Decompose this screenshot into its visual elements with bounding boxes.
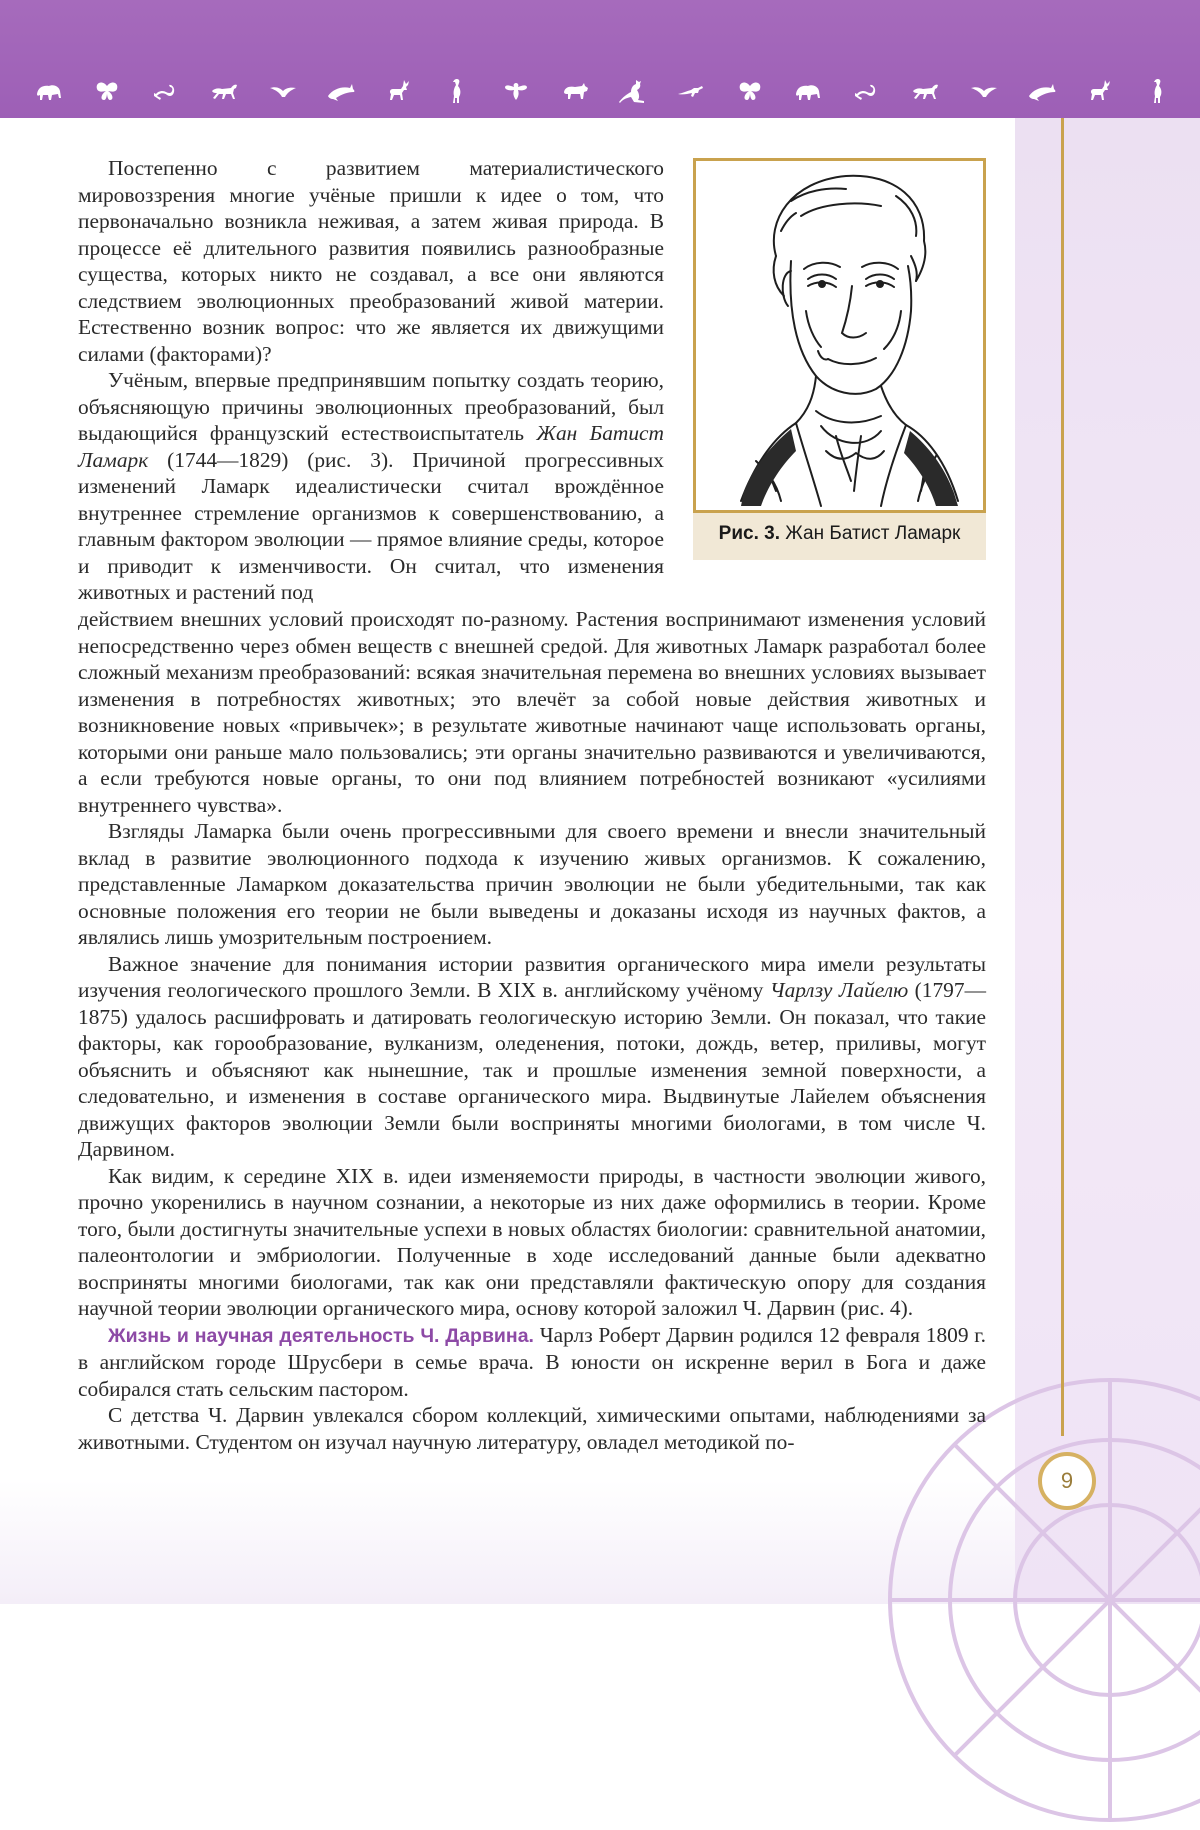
deer-icon [384, 76, 414, 106]
paragraph-2 [78, 367, 664, 606]
bison-icon [793, 76, 823, 106]
paragraph-1: Постепенно с развитием материалистического мировоззрения многие учёные пришли к идее о том, что первоначально возникла неживая, а затем живая природа. В процессе её длительного развития появились разнообразные существа, которых никто не создавал, а все они являются следствием эволюционных преобразований живой материи. Естественно возник вопрос: что же является их движущими силами (факторами)? [78, 156, 664, 366]
paragraph-2-start: Учёным, впервые предпринявшим попытку создать теорию, объясняющую причины эволюционных преобразований, был выдающийся французский естествоиспытатель [78, 368, 664, 445]
bird-standing-icon [443, 76, 473, 106]
bull-icon [560, 76, 590, 106]
figure-title: Жан Батист Ламарк [785, 523, 961, 544]
insect-icon [501, 76, 531, 106]
lizard-icon [676, 76, 706, 106]
paragraph-2-continued: действием внешних условий происходят по-разному. Растения воспринимают изменения условий непосредственно через обмен веществ с внешней средой. Для животных Ламарк разработал более сложный механизм преобразований: всякая значительная перемена во внешних условиях вызывает изменения в потребностях животных; это влечёт за собой новые действия животных и возникновение новых «привычек»; в результате животные начинают чаще использовать органы, которыми они раньше мало пользовались; эти органы значительно развиваются и увеличиваются, а если требуются новые органы, то они под влиянием потребностей возникают «усилиями внутреннего чувства». [78, 607, 986, 817]
lyell-name: Чарлзу Лайелю [769, 978, 909, 1002]
scorpion-icon [852, 76, 882, 106]
paragraph-5: Как видим, к середине XIX в. идеи изменяемости природы, в частности эволюции живого, прочно укоренились в научном сознании, а некоторые из них даже оформились в теории. Кроме того, были достигнуты значительные успехи в новых областях биологии: сравнительной анатомии, палеонтологии и эмбриологии. Полученные в ходе исследований данные были адекватно восприняты многими биологами, так как они представляли фактическую опору для создания научной теории эволюции органического мира, основу которой заложил Ч. Дарвин (рис. 4). [78, 1163, 986, 1320]
bird-icon [268, 76, 298, 106]
animal-silhouette-row [30, 74, 1178, 108]
paragraph-2-rest: (1744—1829) (рис. 3). Причиной прогрессивных изменений Ламарк идеалистически считал врождённое внутреннее стремление организмов к совершенствованию, а главным фактором эволюции — прямое влияние среды, которое и приводит к изменчивости. Он считал, что изменения животных и растений под [78, 447, 664, 604]
horse-icon [910, 76, 940, 106]
paragraph-6-rest: Чарлз Роберт Дарвин родился 12 февраля 1809 г. в английском городе Шрусбери в семье врача. В юности он искренне верил в Бога и даже собирался стать сельским пастором. [78, 1322, 986, 1401]
paragraph-4 [78, 951, 986, 1163]
page-number: 9 [1038, 1452, 1096, 1510]
bird-icon [969, 76, 999, 106]
paragraph-4-start: Важное значение для понимания истории развития органического мира имели результаты изучения геологического прошлого Земли. В XIX в. английскому учёному [78, 951, 986, 1002]
margin-gold-line [1061, 118, 1064, 1436]
figure-caption [693, 523, 986, 545]
figure-portrait [693, 158, 986, 560]
text-column-narrow [78, 155, 664, 606]
paragraph-7: С детства Ч. Дарвин увлекался сбором коллекций, химическими опытами, наблюдениями за животными. Студентом он изучал научную литературу, овладел методикой по- [78, 1403, 986, 1454]
dolphin-icon [1027, 76, 1057, 106]
paragraph-3: Взгляды Ламарка были очень прогрессивными для своего времени и внесли значительный вклад в развитие эволюционного подхода к изучению живых организмов. К сожалению, представленные Ламарком доказательства причин эволюции не были убедительными, так как основные положения его теории не были выведены и доказаны исходя из научных фактов, а являлись лишь умозрительным построением. [78, 819, 986, 949]
butterfly-icon [92, 76, 122, 106]
text-column-wide [78, 606, 986, 1455]
deer-icon [1085, 76, 1115, 106]
bottom-gradient [0, 1480, 1015, 1604]
portrait-frame [693, 158, 986, 513]
dolphin-icon [326, 76, 356, 106]
paragraph-4-rest: (1797—1875) удалось расшифровать и датировать геологическую историю Земли. Он показал, что такие факторы, как горообразование, вулканизм, оледенения, потоки, дождь, ветер, приливы, могут объяснить и объясняют как нынешние, так и прошлые изменения земной поверхности, а следовательно, и изменения в составе органического мира. Выдвинутые Лайелем объяснения движущих факторов эволюции Земли были восприняты многими биологами, в том числе Ч. Дарвином. [78, 978, 986, 1161]
horse-icon [209, 76, 239, 106]
lamarck-name: Жан Батист Ламарк [78, 421, 664, 472]
figure-label: Рис. 3. [718, 523, 780, 544]
bison-icon [34, 76, 64, 106]
scorpion-icon [151, 76, 181, 106]
bird-standing-icon [1144, 76, 1174, 106]
kangaroo-icon [618, 76, 648, 106]
butterfly-icon [735, 76, 765, 106]
section-lead-heading: Жизнь и научная деятельность Ч. Дарвина. [108, 1324, 534, 1347]
header-band [0, 0, 1200, 118]
lamarck-portrait-illustration [696, 161, 983, 510]
paragraph-6 [78, 1322, 986, 1403]
